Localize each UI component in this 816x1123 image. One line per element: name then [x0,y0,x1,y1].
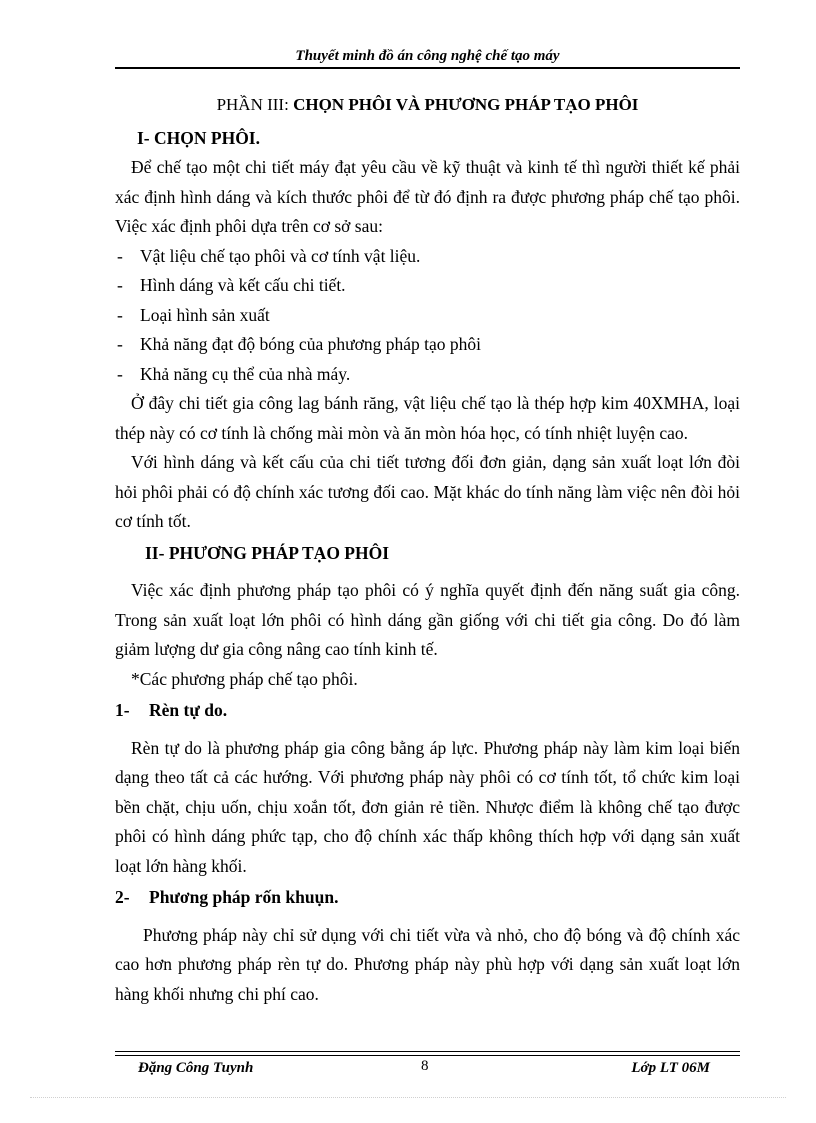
bullet-dash: - [117,334,123,354]
section-1-intro: Để chế tạo một chi tiết máy đạt yêu cầu về kỹ thuật và kinh tế thì người thiết kế phải xác định hình dáng và kích thước phôi để từ đó định ra được phương pháp chế tạo phôi. Việc xác định phôi dựa trên cơ sở sau: [115,157,740,236]
method-2-title: 2- Phương pháp rốn khuụn. [115,883,740,913]
page-footer [115,1058,740,1082]
method-1-title: 1- Rèn tự do. [115,696,740,726]
bullet-dash: - [117,275,123,295]
section-2-title: II- PHƯƠNG PHÁP TẠO PHÔI [145,542,390,563]
shape-paragraph: Với hình dáng và kết cấu của chi tiết tương đối đơn giản, dạng sản xuất loạt lớn đòi hỏi phôi phải có độ chính xác tương đối cao. Mặt khác do tính năng làm việc nên đòi hỏi cơ tính tốt. [115,452,740,531]
method-2-text: Phương pháp này chỉ sử dụng với chi tiết vừa và nhỏ, cho độ bóng và độ chính xác cao hơn phương pháp rèn tự do. Phương pháp này phù hợp với dạng sản xuất loạt lớn hàng khối nhưng chi phí cao. [115,924,740,1004]
part-title [115,90,740,120]
method-1-text: Rèn tự do là phương pháp gia công bằng áp lực. Phương pháp này làm kim loại biến dạng theo tất cả các hướng. Với phương pháp này phôi có cơ tính tốt, tổ chức kim loại bền chặt, chịu uốn, chịu xoắn tốt, đơn giản rẻ tiền. Nhược điểm là không chế tạo được phôi có hình dáng phức tạp, cho độ chính xác thấp không thích hợp với dạng sản xuất loạt lớn hàng khối. [115,737,740,876]
list-item: - Vật liệu chế tạo phôi và cơ tính vật liệu. [115,242,740,272]
part-prefix: PHẦN III: [216,95,289,114]
document-body [115,90,740,1009]
header-divider [115,67,740,69]
footer-author: Đặng Công Tuynh [138,1060,254,1076]
page-number: 8 [421,1058,429,1074]
method-2-number: 2- [115,887,130,907]
footer-class: Lớp LT 06M [631,1060,710,1076]
page-edge-divider [30,1097,786,1098]
list-item: - Khả năng đạt độ bóng của phương pháp tạo phôi [115,330,740,360]
part-heading: CHỌN PHÔI VÀ PHƯƠNG PHÁP TẠO PHÔI [293,95,639,114]
methods-heading: *Các phương pháp chế tạo phôi. [131,668,358,689]
criteria-list [115,242,740,390]
section-1-title: I- CHỌN PHÔI. [137,127,260,148]
section-2-intro: Việc xác định phương pháp tạo phôi có ý nghĩa quyết định đến năng suất gia công. Trong sản xuất loạt lớn phôi có hình dáng gần giống với chi tiết gia công. Do đó làm giảm lượng dư gia công nâng cao tính kinh tế. [115,580,740,659]
header-title: Thuyết minh đồ án công nghệ chế tạo máy [295,48,560,64]
method-1-number: 1- [115,700,130,720]
material-paragraph: Ở đây chi tiết gia công lag bánh răng, vật liệu chế tạo là thép hợp kim 40XMHA, loại thép này có cơ tính là chống mài mòn và ăn mòn hóa học, có tính nhiệt luyện cao. [115,393,740,443]
footer-divider-top [115,1051,740,1052]
list-item: - Hình dáng và kết cấu chi tiết. [115,271,740,301]
bullet-dash: - [117,245,123,266]
list-item: - Loại hình sản xuất [115,301,740,331]
list-item: - Khả năng cụ thể của nhà máy. [115,360,740,390]
footer-divider-bottom [115,1055,740,1056]
bullet-dash: - [117,363,123,384]
bullet-dash: - [117,304,123,325]
